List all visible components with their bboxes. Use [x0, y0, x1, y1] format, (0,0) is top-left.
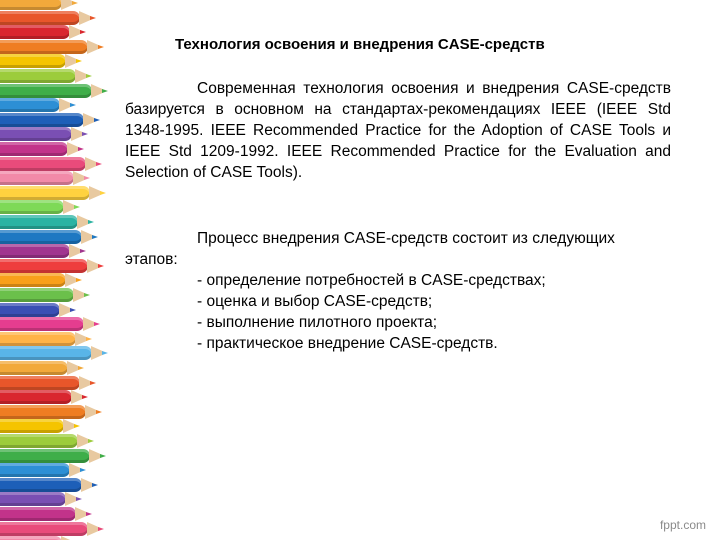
pencil-tip: [72, 1, 78, 5]
pencil-icon: [0, 492, 66, 506]
pencil-tip: [94, 322, 100, 326]
pencil-wood: [61, 536, 77, 540]
pencil-icon: [0, 376, 80, 390]
pencil-tip: [94, 118, 100, 122]
pencil-icon: [0, 40, 88, 54]
pencil-icon: [0, 346, 92, 360]
pencil-icon: [0, 69, 76, 83]
pencil-icon: [0, 157, 86, 171]
pencil-border-decoration: [0, 0, 110, 540]
paragraph-standards: [125, 78, 671, 183]
pencil-icon: [0, 419, 64, 433]
pencil-icon: [0, 536, 62, 540]
pencil-tip: [98, 264, 104, 268]
pencil-tip: [74, 424, 80, 428]
pencil-icon: [0, 84, 92, 98]
pencil-tip: [96, 410, 102, 414]
pencil-tip: [90, 16, 96, 20]
pencil-icon: [0, 200, 64, 214]
pencil-tip: [82, 395, 88, 399]
list-item: - оценка и выбор CASE-средств;: [197, 293, 433, 310]
pencil-tip: [78, 147, 84, 151]
pencil-tip: [96, 162, 102, 166]
pencil-icon: [0, 127, 72, 141]
pencil-icon: [0, 11, 80, 25]
pencil-tip: [82, 132, 88, 136]
pencil-icon: [0, 405, 86, 419]
paragraph-standards-text: Современная технология освоения и внедрения CASE-средств базируется в основном на стандартах-рекомендациях IEEE (IEEE Std 1348-1995. IEEE Recommended Practice for the Adoption of CASE Tools и IEEE Std 1209-1992. IEEE Recommended Practice for the Evaluation and Selection of CASE Tools).: [125, 80, 671, 181]
pencil-tip: [76, 497, 82, 501]
pencil-tip: [70, 308, 76, 312]
pencil-tip: [78, 366, 84, 370]
pencil-tip: [84, 176, 90, 180]
pencil-icon: [0, 303, 60, 317]
pencil-tip: [86, 74, 92, 78]
pencil-icon: [0, 0, 62, 10]
pencil-tip: [88, 439, 94, 443]
list-item: - определение потребностей в CASE-средствах;: [197, 272, 546, 289]
pencil-icon: [0, 463, 70, 477]
pencil-tip: [102, 89, 108, 93]
pencil-tip: [90, 381, 96, 385]
pencil-icon: [0, 215, 78, 229]
pencil-icon: [0, 259, 88, 273]
pencil-icon: [0, 273, 66, 287]
pencil-tip: [102, 351, 108, 355]
list-item: - практическое внедрение CASE-средств.: [197, 335, 498, 352]
pencil-icon: [0, 244, 70, 258]
pencil-icon: [0, 25, 70, 39]
footer-watermark: fppt.com: [659, 518, 706, 532]
pencil-icon: [0, 230, 82, 244]
paragraph-process-intro: Процесс внедрения CASE-средств состоит из следующих этапов:: [125, 230, 615, 268]
pencil-tip: [70, 103, 76, 107]
pencil-tip: [76, 59, 82, 63]
pencil-icon: [0, 522, 88, 536]
pencil-icon: [0, 98, 60, 112]
pencil-tip: [92, 483, 98, 487]
pencil-tip: [86, 337, 92, 341]
pencil-tip: [98, 527, 104, 531]
slide-title: Технология освоения и внедрения CASE-средств: [175, 36, 545, 53]
pencil-tip: [80, 468, 86, 472]
pencil-icon: [0, 507, 76, 521]
pencil-tip: [88, 220, 94, 224]
pencil-tip: [80, 249, 86, 253]
pencil-tip: [98, 45, 104, 49]
pencil-icon: [0, 434, 78, 448]
pencil-icon: [0, 142, 68, 156]
paragraph-process: [125, 228, 671, 354]
pencil-icon: [0, 186, 90, 200]
pencil-icon: [0, 171, 74, 185]
pencil-icon: [0, 361, 68, 375]
list-item: - выполнение пилотного проекта;: [197, 314, 438, 331]
pencil-tip: [86, 512, 92, 516]
pencil-tip: [84, 293, 90, 297]
pencil-icon: [0, 317, 84, 331]
pencil-tip: [100, 191, 106, 195]
pencil-tip: [92, 235, 98, 239]
pencil-icon: [0, 113, 84, 127]
pencil-tip: [100, 454, 106, 458]
pencil-tip: [76, 278, 82, 282]
pencil-icon: [0, 390, 72, 404]
pencil-icon: [0, 288, 74, 302]
pencil-icon: [0, 54, 66, 68]
pencil-icon: [0, 449, 90, 463]
pencil-tip: [80, 30, 86, 34]
pencil-icon: [0, 478, 82, 492]
pencil-icon: [0, 332, 76, 346]
pencil-tip: [74, 205, 80, 209]
